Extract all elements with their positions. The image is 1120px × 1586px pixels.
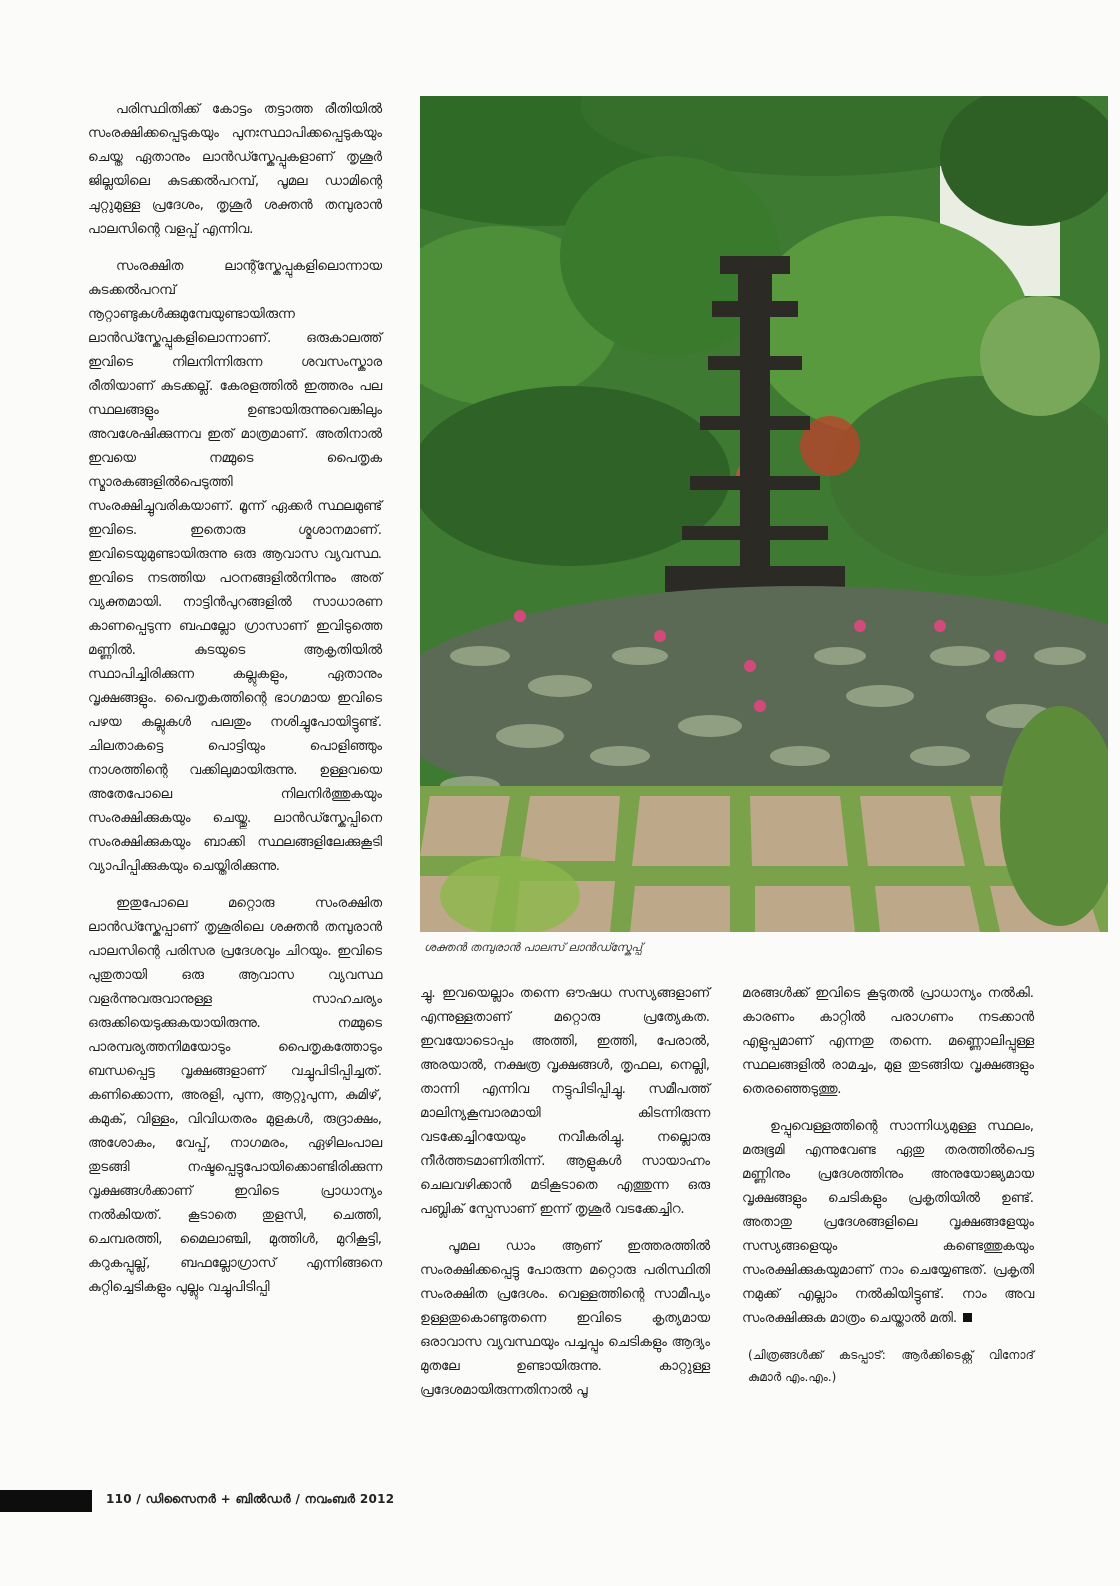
paragraph: സംരക്ഷിത ലാന്റ്സ്കേപ്പുകളിലൊന്നായ കുടക്കൽപറമ്പ് നൂറ്റാണ്ടുകൾക്കുമുമ്പേയുണ്ടായിരുന്ന ലാൻഡ്സ്കേപ്പുകളിലൊന്നാണ്. ഒരുകാലത്ത് ഇവിടെ നിലനിന്നിരുന്ന ശവസംസ്കാര രീതിയാണ് കുടക്കല്ല്. കേരളത്തിൽ ഇത്തരം പല സ്ഥലങ്ങളും ഉണ്ടായിരുന്നുവെങ്കിലും അവശേഷിക്കുന്നവ ഇത് മാത്രമാണ്. അതിനാൽ ഇവയെ നമ്മുടെ പൈതൃക സ്മാരകങ്ങളിൽപെടുത്തി സംരക്ഷിച്ചുവരികയാണ്. മൂന്ന് ഏക്കർ സ്ഥലമുണ്ട് ഇവിടെ. ഇതൊരു ശ്മശാനമാണ്. ഇവിടെയുമുണ്ടായിരുന്നു ഒരു ആവാസ വ്യവസ്ഥ. ഇവിടെ നടത്തിയ പഠനങ്ങളിൽനിന്നും അത് വ്യക്തമായി. നാട്ടിൻപുറങ്ങളിൽ സാധാരണ കാണപ്പെടുന്ന ബഫല്ലോ ഗ്രാസാണ് ഇവിടുത്തെ മണ്ണിൽ. കുടയുടെ ആകൃതിയിൽ സ്ഥാപിച്ചിരിക്കുന്ന കല്ലുകളും, ഏതാനും വൃക്ഷങ്ങളും. പൈതൃകത്തിന്റെ ഭാഗമായ ഇവിടെ പഴയ കല്ലുകൾ പലതും നശിച്ചുപോയിട്ടുണ്ട്. ചിലതാകട്ടെ പൊട്ടിയും പൊളിഞ്ഞും നാശത്തിന്റെ വക്കിലുമായിരുന്നു. ഉള്ളവയെ അതേപോലെ നിലനിർത്തുകയും സംരക്ഷിക്കുകയും ചെയ്തു. ലാൻഡ്സ്കേപ്പിനെ സംരക്ഷിക്കുകയും ബാക്കി സ്ഥലങ്ങളിലേക്കുകൂടി വ്യാപിപ്പിക്കുകയും ചെയ്തിരിക്കുന്നു. [88,259,382,874]
paragraph: ച്ചു. ഇവയെല്ലാം തന്നെ ഔഷധ സസ്യങ്ങളാണ് എന്നുള്ളതാണ് മറ്റൊരു പ്രത്യേകത. ഇവയോടൊപ്പം അത്തി, ഇത്തി, പേരാൽ, അരയാൽ, നക്ഷത്ര വൃക്ഷങ്ങൾ, തൃഫല, നെല്ലി, താന്നി എന്നിവ നട്ടുപിടിപ്പിച്ചു. സമീപത്ത് മാലിന്യകൂമ്പാരമായി കിടന്നിരുന്ന വടക്കേച്ചിറയേയും നവീകരിച്ചു. നല്ലൊരു നീർത്തടമാണിതിന്ന്. ആളുകൾ സായാഹ്നം ചെലവഴിക്കാൻ മടികൂടാതെ എത്തുന്ന ഒരു പബ്ലിക് സ്പേസാണ് ഇന്ന് തൃശൂർ വടക്കേച്ചിറ. [420,986,710,1217]
paragraph: പരിസ്ഥിതിക്ക് കോട്ടം തട്ടാത്ത രീതിയിൽ സംരക്ഷിക്കപ്പെടുകയും പുനഃസ്ഥാപിക്കപ്പെടുകയും ചെയ്ത ഏതാനും ലാൻഡ്സ്കേപ്പുകളാണ് തൃശൂർ ജില്ലയിലെ കുടക്കൽപറമ്പ്, പൂമല ഡാമിന്റെ ചുറ്റുമുള്ള പ്രദേശം, തൃശൂർ ശക്തൻ തമ്പുരാൻ പാലസിന്റെ വളപ്പ് എന്നിവ. [88,102,382,237]
article-column-right [742,982,1034,1401]
article-column-left [88,98,382,1313]
photo-caption: ശക്തൻ തമ്പുരാൻ പാലസ് ലാൻഡ്സ്കേപ്പ് [424,940,643,954]
landscape-photo [420,96,1108,932]
paragraph: പൂമല ഡാം ആണ് ഇത്തരത്തിൽ സംരക്ഷിക്കപ്പെട്ടു പോരുന്ന മറ്റൊരു പരിസ്ഥിതി സംരക്ഷിത പ്രദേശം. വെള്ളത്തിന്റെ സാമീപ്യം ഉള്ളതുകൊണ്ടുതന്നെ ഇവിടെ കൃത്യമായ ഒരാവാസ വ്യവസ്ഥയും പച്ചപ്പും ചെടികളും ആദ്യം മുതലേ ഉണ്ടായിരുന്നു. കാറ്റുള്ള പ്രദേശമായിരുന്നതിനാൽ പൂ [420,1239,710,1398]
footer-bar [0,1490,92,1512]
paragraph: ഇതുപോലെ മറ്റൊരു സംരക്ഷിത ലാൻഡ്സ്കേപ്പാണ് തൃശൂരിലെ ശക്തൻ തമ്പുരാൻ പാലസിന്റെ പരിസര പ്രദേശവും ചിറയും. ഇവിടെ പുതുതായി ഒരു ആവാസ വ്യവസ്ഥ വളർന്നുവരുവാനുള്ള സാഹചര്യം ഒരുക്കിയെടുക്കുകയായിരുന്നു. നമ്മുടെ പാരമ്പര്യത്തനിമയോടും പൈതൃകത്തോടും ബന്ധപ്പെട്ട വൃക്ഷങ്ങളാണ് വച്ചുപിടിപ്പിച്ചത്. കണിക്കൊന്ന, അരളി, പുന്ന, ആറ്റുപുന്ന, കുമിഴ്, കമുക്, വിള്ളം, വിവിധതരം മുളകൾ, രുദ്രാക്ഷം, അശോകം, വേപ്പ്, നാഗമരം, ഏഴിലംപാല തുടങ്ങി നഷ്ടപ്പെട്ടുപോയിക്കൊണ്ടിരിക്കുന്ന വൃക്ഷങ്ങൾക്കാണ് ഇവിടെ പ്രാധാന്യം നൽകിയത്. കൂടാതെ തുളസി, ചെത്തി, ചെമ്പരത്തി, മൈലാഞ്ചി, മുത്തിൾ, മുറികൂട്ടി, കറുകപ്പുല്ല്, ബഫല്ലോഗ്രാസ് എന്നിങ്ങനെ കുറ്റിച്ചെടികളും പുല്ലും വച്ചുപിടിപ്പി [88,896,382,1295]
page-footer: 110 / ഡിസൈനർ + ബിൽഡർ / നവംബർ 2012 [106,1492,395,1506]
end-mark-icon [963,1313,972,1322]
article-column-middle [420,982,710,1416]
paragraph-text: ഉപ്പുവെള്ളത്തിന്റെ സാന്നിധ്യമുള്ള സ്ഥലം, മരുഭൂമി എന്നുവേണ്ട ഏതു തരത്തിൽപെട്ട മണ്ണിനും പ്രദേശത്തിനും അനുയോജ്യമായ വൃക്ഷങ്ങളും ചെടികളും പ്രകൃതിയിൽ ഉണ്ട്. അതാതു പ്രദേശങ്ങളിലെ വൃക്ഷങ്ങളേയും സസ്യങ്ങളെയും കണ്ടെത്തുകയും സംരക്ഷിക്കുകയുമാണ് നാം ചെയ്യേണ്ടത്. പ്രകൃതി നമുക്ക് എല്ലാം നൽകിയിട്ടുണ്ട്. നാം അവ സംരക്ഷിക്കുക മാത്രം ചെയ്താൽ മതി. [742,1119,1034,1326]
paragraph [742,1115,1034,1331]
paragraph: മരങ്ങൾക്ക് ഇവിടെ കൂടുതൽ പ്രാധാന്യം നൽകി. കാരണം കാറ്റിൽ പരാഗണം നടക്കാൻ എളുപ്പമാണ് എന്നതു തന്നെ. മണ്ണൊലിപ്പുള്ള സ്ഥലങ്ങളിൽ രാമച്ചം, മുള തുടങ്ങിയ വൃക്ഷങ്ങളും തെരഞ്ഞെടുത്തു. [742,986,1034,1097]
photo-credit: (ചിത്രങ്ങൾക്ക് കടപ്പാട്: ആർക്കിടെക്റ്റ് വിനോദ് കുമാർ എം.എം.) [748,1348,1034,1384]
